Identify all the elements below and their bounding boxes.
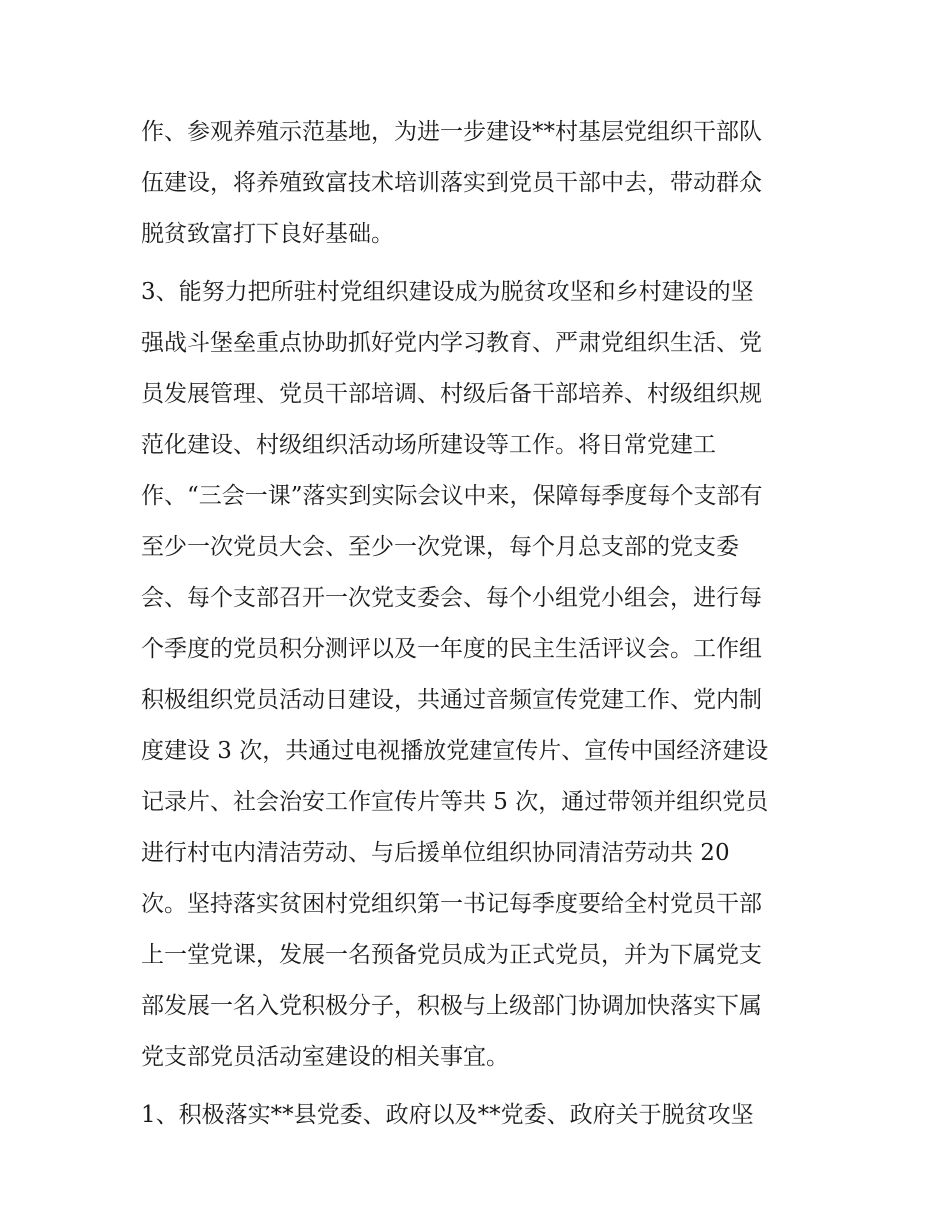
text-line: 记录片、社会治安工作宣传片等共 5 次，通过带领并组织党员 bbox=[141, 789, 769, 815]
text-line: 1、积极落实**县党委、政府以及**党委、政府关于脱贫攻坚 bbox=[141, 1102, 754, 1128]
text-line: 强战斗堡垒重点协助抓好党内学习教育、严肃党组织生活、党 bbox=[141, 330, 762, 356]
text-line: 次。坚持落实贫困村党组织第一书记每季度要给全村党员干部 bbox=[141, 891, 762, 917]
text-line: 作、“三会一课”落实到实际会议中来，保障每季度每个支部有 bbox=[141, 483, 763, 509]
text-line: 至少一次党员大会、至少一次党课，每个月总支部的党支委 bbox=[141, 534, 739, 560]
text-line: 积极组织党员活动日建设，共通过音频宣传党建工作、党内制 bbox=[141, 687, 762, 713]
text-line: 伍建设，将养殖致富技术培训落实到党员干部中去，带动群众 bbox=[141, 170, 762, 196]
text-line: 作、参观养殖示范基地，为进一步建设**村基层党组织干部队 bbox=[141, 119, 762, 145]
paragraph-gap bbox=[141, 260, 821, 267]
text-line: 进行村屯内清洁劳动、与后援单位组织协同清洁劳动共 20 bbox=[141, 840, 730, 866]
text-line: 脱贫致富打下良好基础。 bbox=[141, 221, 394, 247]
text-line: 会、每个支部召开一次党支委会、每个小组党小组会，进行每 bbox=[141, 585, 762, 611]
text-line: 上一堂党课，发展一名预备党员成为正式党员，并为下属党支 bbox=[141, 942, 762, 968]
text-line: 度建设 3 次，共通过电视播放党建宣传片、宣传中国经济建设 bbox=[141, 738, 769, 764]
body-text bbox=[141, 107, 821, 1141]
text-line: 范化建设、村级组织活动场所建设等工作。将日常党建工 bbox=[141, 432, 716, 458]
text-line: 员发展管理、党员干部培调、村级后备干部培养、村级组织规 bbox=[141, 381, 762, 407]
text-line: 3、能努力把所驻村党组织建设成为脱贫攻坚和乡村建设的坚 bbox=[141, 279, 754, 305]
text-line: 个季度的党员积分测评以及一年度的民主生活评议会。工作组 bbox=[141, 636, 762, 662]
text-line: 部发展一名入党积极分子，积极与上级部门协调加快落实下属 bbox=[141, 993, 762, 1019]
text-line: 党支部党员活动室建设的相关事宜。 bbox=[141, 1044, 509, 1070]
paragraph-gap bbox=[141, 1083, 821, 1090]
